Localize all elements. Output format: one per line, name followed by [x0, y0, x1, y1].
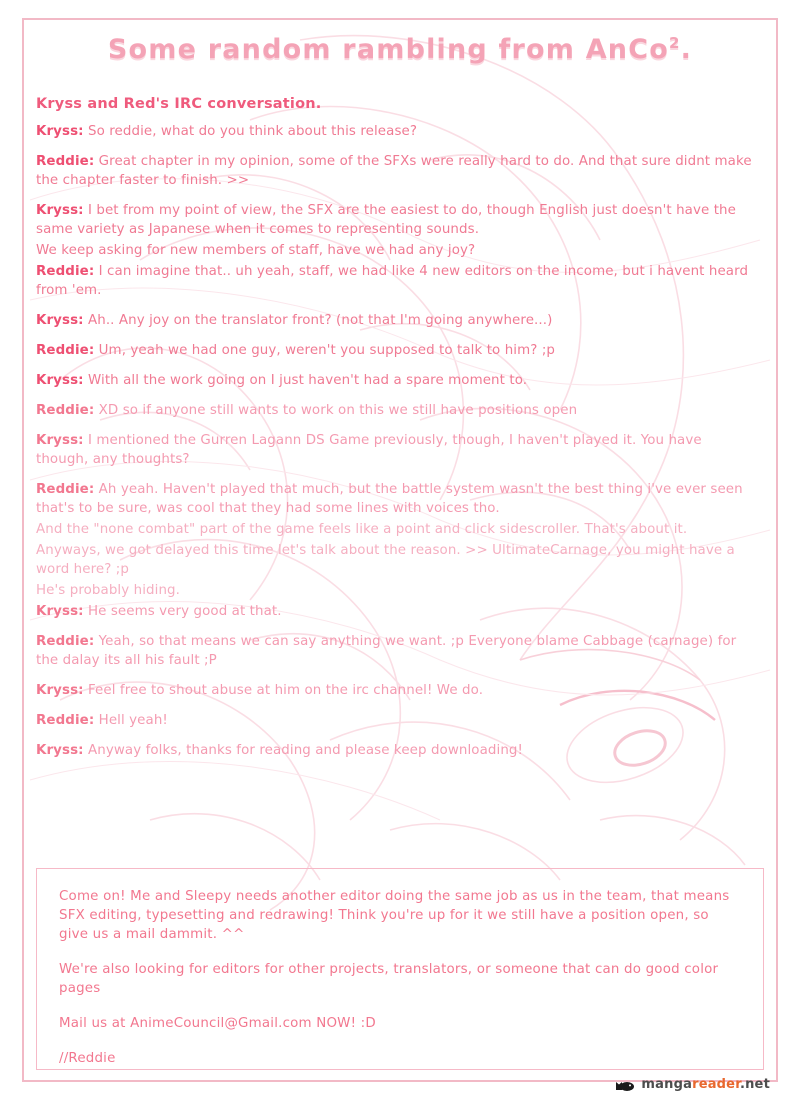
- chat-speaker: Kryss:: [36, 203, 84, 218]
- chat-message: He's probably hiding.: [36, 583, 181, 598]
- chat-message: Yeah, so that means we can say anything we want. ;p Everyone blame Cabbage (carnage) for the dalay its all his fault ;P: [36, 634, 737, 668]
- chat-speaker: Reddie:: [36, 482, 95, 497]
- chat-speaker: Reddie:: [36, 634, 95, 649]
- chat-speaker: Reddie:: [36, 713, 95, 728]
- note-paragraph: Mail us at AnimeCouncil@Gmail.com NOW! :D: [59, 1016, 376, 1031]
- irc-conversation-log: [36, 122, 758, 771]
- chat-message: And the "none combat" part of the game feels like a point and click sidescroller. That's about it.: [36, 522, 688, 537]
- page-title: [0, 34, 800, 65]
- chat-speaker: Kryss:: [36, 604, 84, 619]
- note-paragraph: Come on! Me and Sleepy needs another editor doing the same job as us in the team, that means SFX editing, typesetting and redrawing! Think you're up for it we still have a position open, so give us a mail dammit. ^^: [59, 889, 730, 942]
- chat-message: We keep asking for new members of staff, have we had any joy?: [36, 243, 476, 258]
- watermark-part2: reader: [692, 1077, 740, 1092]
- chat-line: [36, 341, 758, 360]
- watermark-text: [641, 1077, 770, 1092]
- page-title-superscript: 2: [668, 34, 681, 52]
- page-title-text: Some random rambling from AnCo: [107, 34, 669, 65]
- watermark-part1: manga: [641, 1077, 693, 1092]
- chat-message: Um, yeah we had one guy, weren't you supposed to talk to him? ;p: [94, 343, 556, 358]
- chat-message: Ah yeah. Haven't played that much, but the battle system wasn't the best thing i've ever seen that's to be sure, was cool that they had some lines with voices tho.: [36, 482, 743, 516]
- chat-line: [36, 681, 758, 700]
- chat-speaker: Reddie:: [36, 264, 95, 279]
- chat-message: XD so if anyone still wants to work on this we still have positions open: [94, 403, 578, 418]
- chat-line: [36, 152, 758, 190]
- chat-message: Great chapter in my opinion, some of the SFXs were really hard to do. And that sure didnt make the chapter faster to finish. >>: [36, 154, 752, 188]
- site-watermark: [614, 1077, 770, 1092]
- chat-line: [36, 581, 758, 600]
- chat-message: Feel free to shout abuse at him on the irc channel! We do.: [83, 683, 484, 698]
- note-paragraph: //Reddie: [59, 1051, 116, 1066]
- chat-line: [36, 371, 758, 390]
- chat-line: [36, 122, 758, 141]
- note-paragraph: We're also looking for editors for other projects, translators, or someone that can do good color pages: [59, 962, 719, 996]
- chat-line: [36, 311, 758, 330]
- chat-speaker: Reddie:: [36, 343, 95, 358]
- section-subtitle: Kryss and Red's IRC conversation.: [36, 96, 322, 112]
- chat-message: Hell yeah!: [94, 713, 168, 728]
- page-title-suffix: .: [680, 34, 693, 65]
- cat-icon: [614, 1078, 636, 1092]
- chat-line: [36, 711, 758, 730]
- chat-speaker: Kryss:: [36, 373, 84, 388]
- chat-message: I bet from my point of view, the SFX are the easiest to do, though English just doesn't have the same variety as Japanese when it comes to representing sounds.: [36, 203, 736, 237]
- chat-line: [36, 632, 758, 670]
- chat-line: [36, 541, 758, 579]
- chat-speaker: Kryss:: [36, 124, 84, 139]
- chat-speaker: Reddie:: [36, 154, 95, 169]
- watermark-part3: .net: [739, 1077, 770, 1092]
- chat-speaker: Reddie:: [36, 403, 95, 418]
- chat-message: Anyway folks, thanks for reading and please keep downloading!: [83, 743, 523, 758]
- recruitment-note-box: [36, 868, 764, 1070]
- chat-message: So reddie, what do you think about this release?: [83, 124, 418, 139]
- chat-speaker: Kryss:: [36, 313, 84, 328]
- chat-line: [36, 741, 758, 760]
- chat-line: [36, 262, 758, 300]
- chat-message: Anyways, we got delayed this time let's talk about the reason. >> UltimateCarnage, you might have a word here? ;p: [36, 543, 735, 577]
- chat-message: He seems very good at that.: [83, 604, 282, 619]
- chat-message: With all the work going on I just haven't had a spare moment to.: [83, 373, 528, 388]
- chat-line: [36, 602, 758, 621]
- chat-line: [36, 401, 758, 420]
- chat-message: I can imagine that.. uh yeah, staff, we had like 4 new editors on the income, but i havent heard from 'em.: [36, 264, 749, 298]
- chat-message: I mentioned the Gurren Lagann DS Game previously, though, I haven't played it. You have though, any thoughts?: [36, 433, 702, 467]
- chat-line: [36, 520, 758, 539]
- chat-line: [36, 431, 758, 469]
- chat-speaker: Kryss:: [36, 433, 84, 448]
- chat-line: [36, 201, 758, 239]
- chat-speaker: Kryss:: [36, 683, 84, 698]
- chat-message: Ah.. Any joy on the translator front? (not that I'm going anywhere...): [83, 313, 553, 328]
- chat-speaker: Kryss:: [36, 743, 84, 758]
- chat-line: [36, 480, 758, 518]
- chat-line: [36, 241, 758, 260]
